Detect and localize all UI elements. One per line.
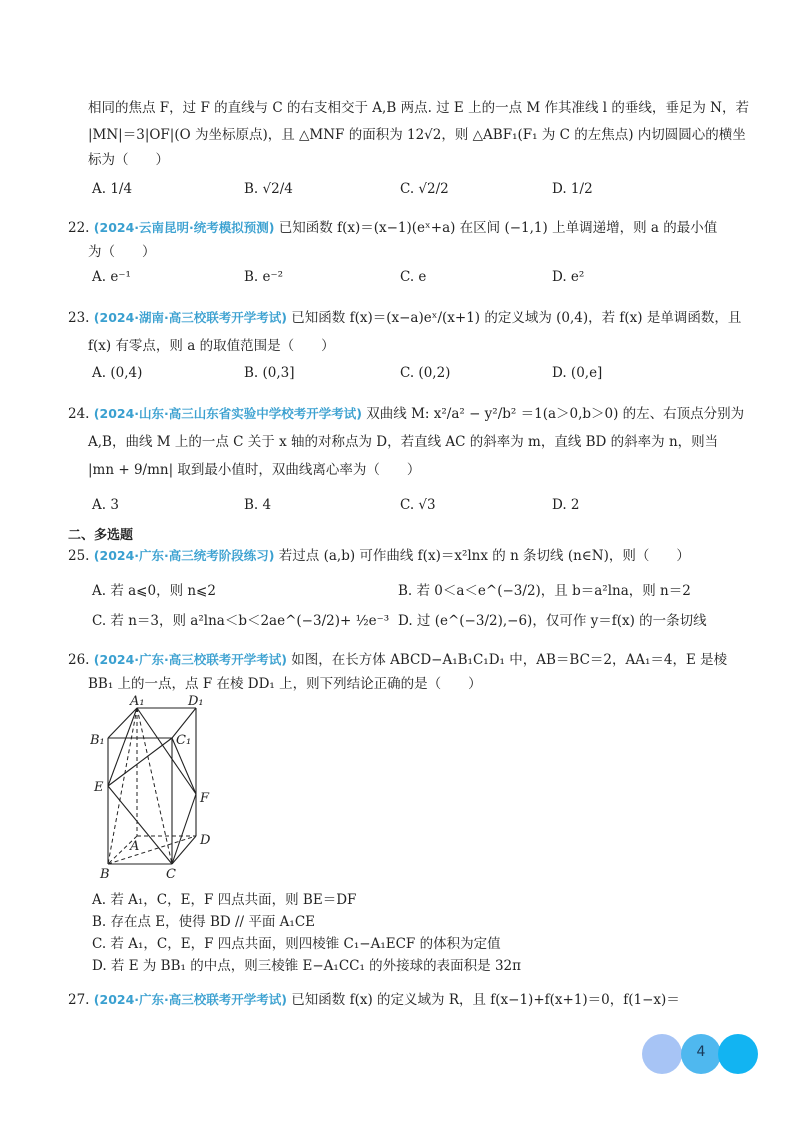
q22-line-2: 为（ ） [88, 244, 156, 260]
q22-text-1: 已知函数 f(x)＝(x−1)(eˣ+a) 在区间 (−1,1) 上单调递增，则 a 的最小值 [278, 220, 718, 236]
q26-option-b[interactable]: B. 存在点 E，使得 BD // 平面 A₁CE [92, 914, 316, 930]
q25-number: 25. [68, 548, 90, 564]
label-c1: C₁ [176, 733, 192, 748]
q23-text-1: 已知函数 f(x)＝(x−a)eˣ/(x+1) 的定义域为 (0,4)，若 f(x) 是单调函数，且 [291, 310, 742, 326]
q26-option-d[interactable]: D. 若 E 为 BB₁ 的中点，则三棱锥 E−A₁CC₁ 的外接球的表面积是 32π [92, 958, 522, 974]
intro-line-2: |MN|＝3|OF|(O 为坐标原点)，且 △MNF 的面积为 12√2，则 △ABF₁(F₁ 为 C 的左焦点) 内切圆圆心的横坐 [88, 127, 746, 143]
page-dot-3 [718, 1034, 758, 1074]
q25-option-d[interactable]: D. 过 (e^(−3/2),−6)，仅可作 y＝f(x) 的一条切线 [398, 613, 707, 629]
q21-option-a[interactable]: A. 1/4 [92, 181, 133, 197]
q23-line-2: f(x) 有零点，则 a 的取值范围是（ ） [88, 338, 335, 354]
q24-option-a[interactable]: A. 3 [92, 497, 119, 513]
q25-options-row-2 [92, 610, 707, 632]
q24-option-d[interactable]: D. 2 [552, 497, 580, 513]
q22-option-a[interactable]: A. e⁻¹ [92, 269, 131, 285]
q25-line-1 [68, 546, 690, 566]
segment-a1f [137, 708, 196, 794]
q27-line-1 [68, 990, 680, 1010]
q23-number: 23. [68, 310, 90, 326]
label-d1: D₁ [188, 694, 204, 709]
segment-ec [108, 786, 172, 864]
label-a1: A₁ [130, 694, 145, 709]
q22-option-c[interactable]: C. e [400, 269, 427, 285]
q21-option-b[interactable]: B. √2/4 [244, 181, 293, 197]
label-b1: B₁ [90, 733, 105, 748]
q26-source-tag: (2024·广东·高三校联考开学考试) [93, 652, 287, 667]
edge-a1b1 [108, 708, 137, 738]
q26-line-2: BB₁ 上的一点，点 F 在棱 DD₁ 上，则下列结论正确的是（ ） [88, 676, 482, 692]
q21-option-d[interactable]: D. 1/2 [552, 181, 593, 197]
q25-option-b[interactable]: B. 若 0＜a＜e^(−3/2)，且 b＝a²lna，则 n＝2 [398, 583, 691, 599]
q25-source-tag: (2024·广东·高三统考阶段练习) [93, 548, 275, 563]
section-title: 二、多选题 [68, 528, 134, 543]
q23-options [92, 362, 692, 384]
intro-line-1: 相同的焦点 F，过 F 的直线与 C 的右支相交于 A,B 两点. 过 E 上的一点 M 作其准线 l 的垂线，垂足为 N，若 [88, 100, 749, 116]
q24-line-3: |mn + 9/mn| 取到最小值时，双曲线离心率为（ ） [88, 462, 421, 478]
q25-option-c[interactable]: C. 若 n＝3，则 a²lna＜b＜2ae^(−3/2)+ ½e⁻³ [92, 613, 390, 629]
q24-option-c[interactable]: C. √3 [400, 497, 436, 513]
q22-option-d[interactable]: D. e² [552, 269, 585, 285]
q23-option-a[interactable]: A. (0,4) [92, 365, 143, 381]
q22-line-1 [68, 218, 717, 238]
page-dot-1 [642, 1034, 682, 1074]
segment-a1e [108, 708, 137, 786]
q24-line-1 [68, 404, 744, 424]
q24-line-2: A,B，曲线 M 上的一点 C 关于 x 轴的对称点为 D，若直线 AC 的斜率为 m，直线 BD 的斜率为 n，则当 [88, 434, 719, 450]
q26-number: 26. [68, 652, 90, 668]
q22-number: 22. [68, 220, 90, 236]
q26-option-a[interactable]: A. 若 A₁，C，E，F 四点共面，则 BE＝DF [92, 892, 357, 908]
q26-option-c[interactable]: C. 若 A₁，C，E，F 四点共面，则四棱锥 C₁−A₁ECF 的体积为定值 [92, 936, 501, 952]
q25-options-row-1 [92, 580, 692, 602]
label-f: F [200, 791, 210, 806]
segment-fc [172, 794, 196, 864]
q23-source-tag: (2024·湖南·高三校联考开学考试) [93, 310, 287, 325]
page-number: 4 [696, 1044, 706, 1060]
q26-text-1: 如图，在长方体 ABCD−A₁B₁C₁D₁ 中，AB＝BC＝2，AA₁＝4，E 是棱 [291, 652, 728, 668]
q23-option-c[interactable]: C. (0,2) [400, 365, 451, 381]
label-b: B [100, 867, 110, 880]
label-c: C [166, 867, 176, 880]
q23-option-b[interactable]: B. (0,3] [244, 365, 295, 381]
q24-number: 24. [68, 406, 90, 422]
q23-line-1 [68, 308, 741, 328]
label-a: A [130, 839, 140, 854]
q21-options [92, 178, 692, 200]
q23-option-d[interactable]: D. (0,e] [552, 365, 603, 381]
q21-option-c[interactable]: C. √2/2 [400, 181, 449, 197]
q27-number: 27. [68, 992, 90, 1008]
intro-line-3: 标为（ ） [88, 152, 169, 168]
q24-text-1: 双曲线 M: x²/a² − y²/b² ＝1(a＞0,b＞0) 的左、右顶点分别为 [366, 406, 745, 422]
q25-option-a[interactable]: A. 若 a⩽0，则 n⩽2 [92, 583, 216, 599]
q24-options [92, 494, 692, 516]
cuboid-figure [90, 694, 230, 880]
q27-text: 已知函数 f(x) 的定义域为 R，且 f(x−1)+f(x+1)＝0，f(1−x)＝ [291, 992, 680, 1008]
label-e: E [94, 780, 104, 795]
q24-source-tag: (2024·山东·高三山东省实验中学校考开学考试) [93, 406, 362, 421]
q26-line-1 [68, 650, 727, 670]
q22-options [92, 266, 692, 288]
q22-source-tag: (2024·云南昆明·统考模拟预测) [93, 220, 275, 235]
q27-source-tag: (2024·广东·高三校联考开学考试) [93, 992, 287, 1007]
hidden-line-a1c [137, 708, 172, 864]
q24-option-b[interactable]: B. 4 [244, 497, 272, 513]
label-d: D [200, 833, 211, 848]
q22-option-b[interactable]: B. e⁻² [244, 269, 284, 285]
q25-text: 若过点 (a,b) 可作曲线 f(x)＝x²lnx 的 n 条切线 (n∈N)，则（ ） [278, 548, 690, 564]
